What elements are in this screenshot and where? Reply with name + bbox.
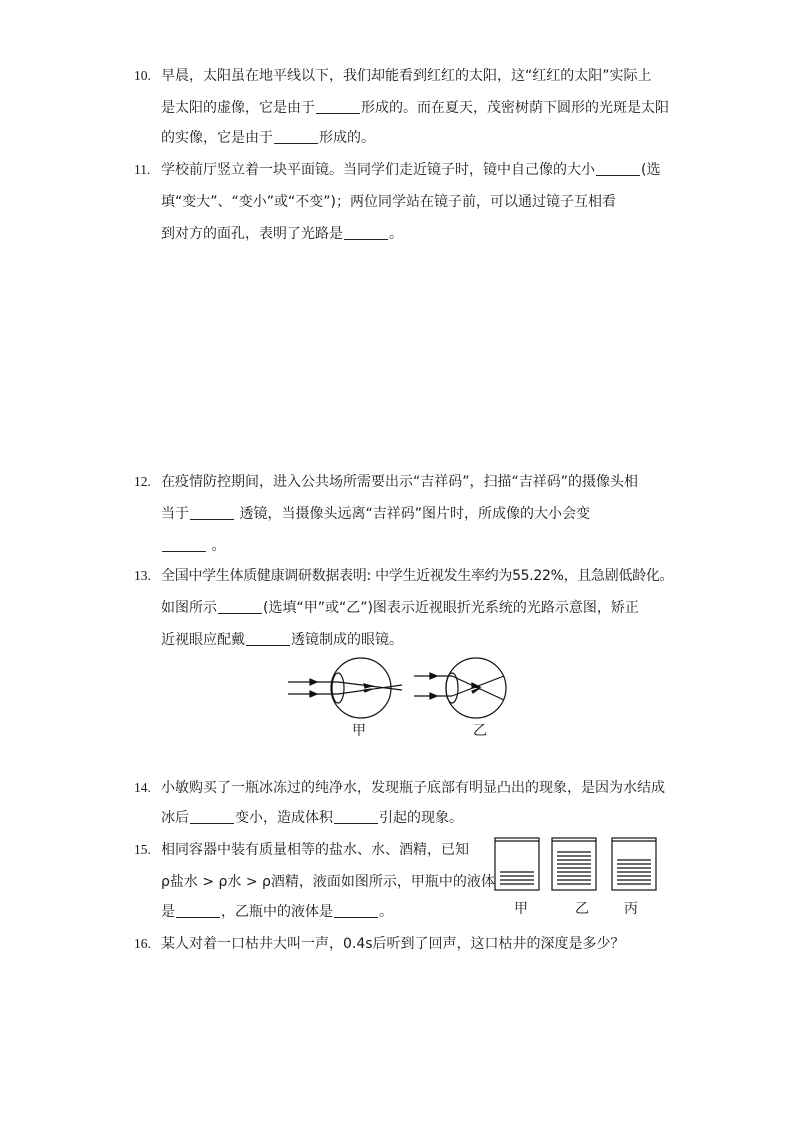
question-text-line: 冰后 变小，造成体积 引起的现象。 (161, 810, 463, 826)
answer-blank[interactable] (246, 631, 290, 646)
question-text-line: 相同容器中装有质量相等的盐水、水、酒精，已知 (161, 842, 469, 858)
answer-blank[interactable] (334, 903, 378, 918)
answer-blank[interactable] (190, 505, 234, 520)
question-text-line: 当于 透镜，当摄像头远离“吉祥码”图片时，所成像的大小会变 (161, 506, 590, 522)
question-text-line: 小敏购买了一瓶冰冻过的纯净水，发现瓶子底部有明显凸出的现象，是因为水结成 (161, 780, 665, 796)
question-text-line: 填“变大”、“变小”或“不变”)；两位同学站在镜子前，可以通过镜子互相看 (161, 194, 616, 210)
bottle-b (552, 838, 596, 890)
question-text-line: 某人对着一口枯井大叫一声，0.4s后听到了回声，这口枯井的深度是多少？ (161, 936, 625, 952)
question-text-line: 到对方的面孔，表明了光路是 。 (161, 226, 403, 242)
question-text-line: 是 ，乙瓶中的液体是 。 (161, 904, 393, 920)
answer-blank[interactable] (176, 903, 220, 918)
answer-blank[interactable] (190, 809, 234, 824)
answer-blank[interactable] (596, 161, 640, 176)
answer-blank[interactable] (316, 99, 360, 114)
bottle-c (612, 838, 656, 890)
question-text-line: 是太阳的虚像，它是由于 形成的。而在夏天，茂密树荫下圆形的光斑是太阳 (161, 100, 669, 116)
answer-blank[interactable] (218, 599, 262, 614)
question-text-line: 。 (161, 536, 225, 556)
question-number: 14. (134, 780, 151, 795)
bottle-label-c: 丙 (624, 901, 638, 917)
eye-b (414, 658, 506, 718)
bottle-label-b: 乙 (575, 901, 589, 917)
bottle-label-a: 甲 (514, 901, 528, 917)
question-text-line: 的实像，它是由于 形成的。 (161, 130, 375, 146)
question-text-line: ρ盐水 > ρ水 > ρ酒精，液面如图所示，甲瓶中的液体 (161, 874, 495, 890)
answer-blank[interactable] (274, 129, 318, 144)
bottle-a (495, 838, 539, 890)
eye-label-b: 乙 (473, 723, 487, 739)
bottle-diagram (494, 834, 660, 894)
eye-a (288, 658, 402, 718)
question-text-line: 近视眼应配戴 透镜制成的眼镜。 (161, 632, 403, 648)
question-text-line: 早晨，太阳虽在地平线以下，我们却能看到红红的太阳，这“红红的太阳”实际上 (161, 68, 652, 84)
eye-label-a: 甲 (352, 723, 366, 739)
question-number: 10. (134, 68, 151, 83)
question-number: 15. (134, 842, 151, 857)
question-text-line: 在疫情防控期间，进入公共场所需要出示“吉祥码”，扫描“吉祥码”的摄像头相 (161, 474, 639, 490)
answer-blank[interactable] (162, 537, 206, 552)
question-text-line: 如图所示 (选填“甲”或“乙”)图表示近视眼折光系统的光路示意图，矫正 (161, 600, 639, 616)
question-text-line: 学校前厅竖立着一块平面镜。当同学们走近镜子时，镜中自己像的大小 (选 (161, 162, 661, 178)
question-number: 12. (134, 474, 151, 489)
question-text-line: 全国中学生体质健康调研数据表明: 中学生近视发生率约为55.22%，且急剧低龄化。 (161, 568, 674, 584)
question-number: 16. (134, 936, 151, 951)
answer-blank[interactable] (334, 809, 378, 824)
answer-blank[interactable] (344, 225, 388, 240)
question-number: 11. (134, 162, 151, 177)
question-number: 13. (134, 568, 151, 583)
